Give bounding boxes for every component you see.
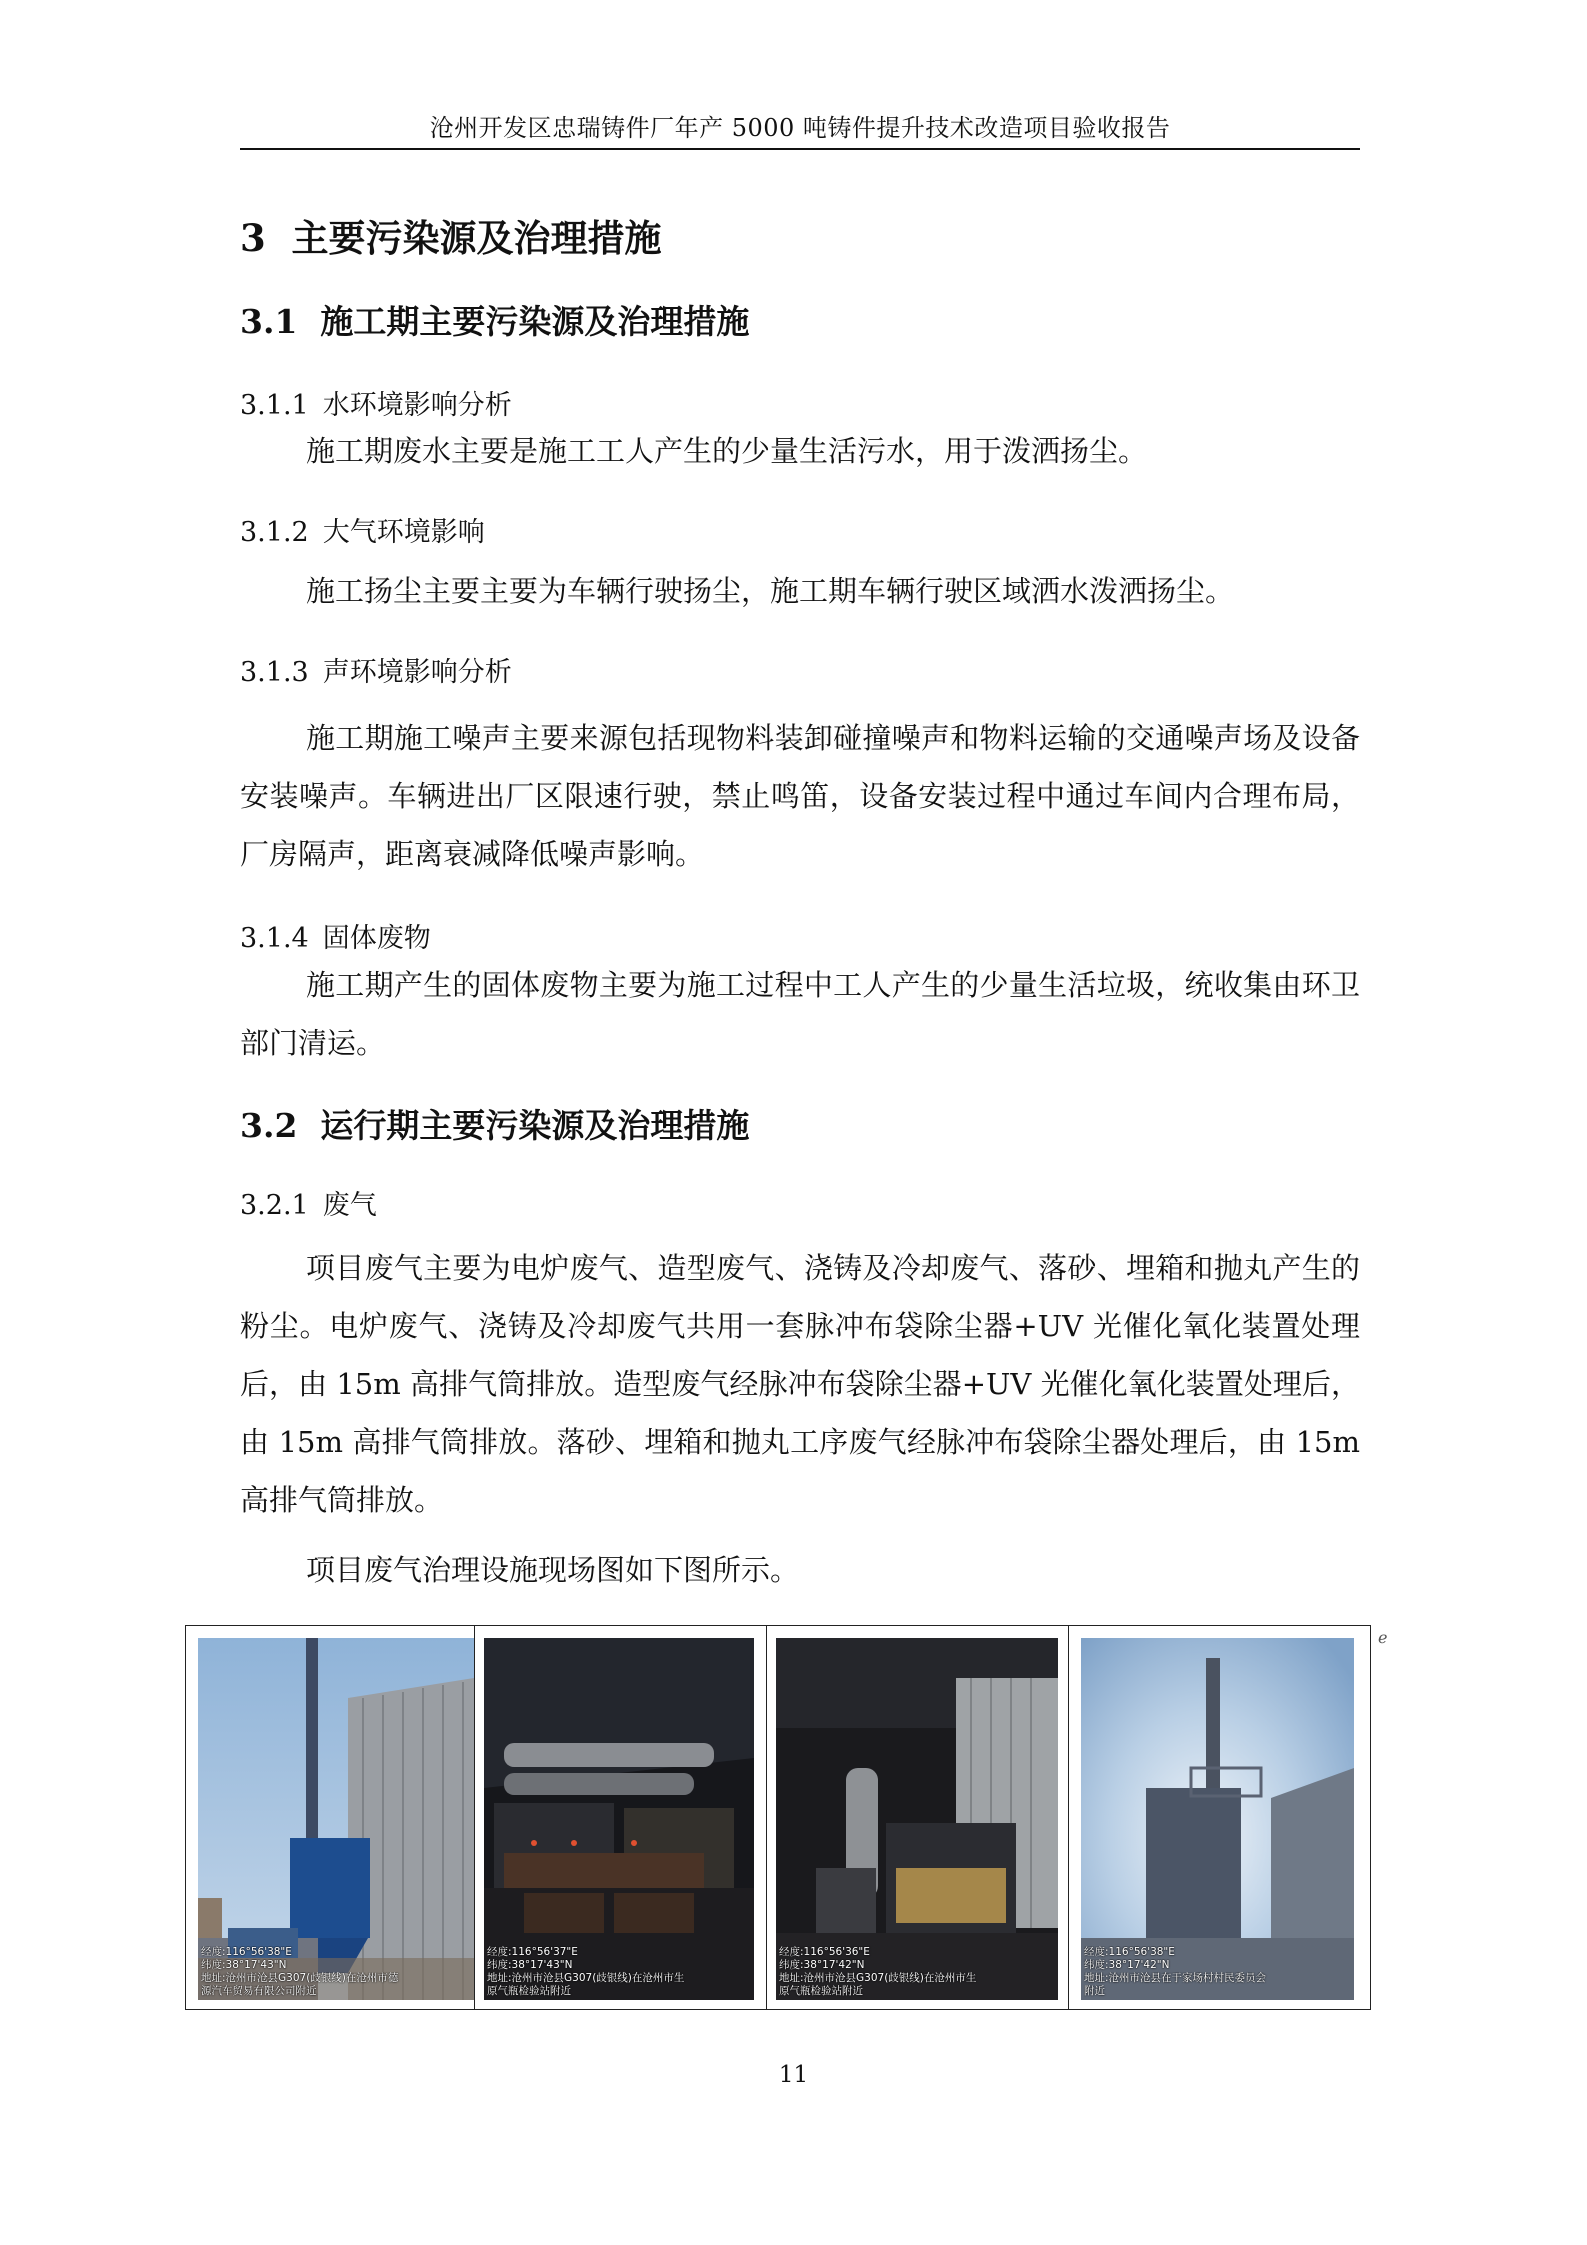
photo-dust-collector-outdoor: [198, 1638, 474, 2000]
section-3-2-heading: 3.2 运行期主要污染源及治理措施: [240, 1106, 750, 1145]
subsection-3-1-1-heading: 3.1.1 水环境影响分析: [240, 390, 512, 421]
header-rule: [240, 148, 1360, 150]
photo-geo-stamp: 经度:116°56'38"E 纬度:38°17'43"N 地址:沧州市沧县G307(歧银线)在沧州市德 源汽车贸易有限公司附近: [201, 1946, 399, 1997]
photo-indoor-filter-unit: [776, 1638, 1058, 2000]
subsection-3-1-3-heading: 3.1.3 声环境影响分析: [240, 657, 512, 688]
page-number: 11: [778, 2062, 809, 2088]
subsection-3-2-1-text: 项目废气主要为电炉废气、造型废气、浇铸及冷却废气、落砂、埋箱和抛丸产生的粉尘。电炉废气、浇铸及冷却废气共用一套脉冲布袋除尘器+UV 光催化氧化装置处理后，由 15m 高排气筒排放。造型废气经脉冲布袋除尘器+UV 光催化氧化装置处理后，由 15m 高排气筒排放。落砂、埋箱和抛丸工序废气经脉冲布袋除尘器处理后，由 15m 高排气筒排放。: [240, 1251, 1360, 1517]
subsection-3-1-4-heading: 3.1.4 固体废物: [240, 923, 431, 954]
paragraph-mark: ℯ: [1378, 1628, 1388, 1647]
subsection-3-2-1-heading: 3.2.1 废气: [240, 1190, 377, 1221]
subsection-3-1-1-text: 施工期废水主要是施工工人产生的少量生活污水，用于泼洒扬尘。: [306, 434, 1148, 468]
figure-divider: [1068, 1626, 1069, 2009]
figure-divider: [766, 1626, 767, 2009]
chapter-number: 3: [240, 216, 266, 260]
photo-exhaust-stack: [1081, 1638, 1354, 2000]
figure-divider: [474, 1626, 475, 2009]
chapter-title: 主要污染源及治理措施: [291, 216, 662, 260]
subsection-3-1-4-text: 施工期产生的固体废物主要为施工过程中工人产生的少量生活垃圾，统收集由环卫部门清运。: [240, 968, 1360, 1060]
site-photos-figure: [185, 1625, 1371, 2010]
photo-geo-stamp: 经度:116°56'38"E 纬度:38°17'42"N 地址:沧州市沧县在于家场村村民委员会 附近: [1084, 1946, 1267, 1997]
photo-geo-stamp: 经度:116°56'36"E 纬度:38°17'42"N 地址:沧州市沧县G307(歧银线)在沧州市生 原气瓶检验站附近: [779, 1946, 977, 1997]
running-header: 沧州开发区忠瑞铸件厂年产 5000 吨铸件提升技术改造项目验收报告: [429, 114, 1171, 142]
figure-intro-text: 项目废气治理设施现场图如下图所示。: [306, 1553, 800, 1587]
photo-indoor-ducts: [484, 1638, 754, 2000]
section-3-1-heading: 3.1 施工期主要污染源及治理措施: [240, 302, 750, 341]
chapter-heading: [240, 208, 662, 262]
photo-geo-stamp: 经度:116°56'37"E 纬度:38°17'43"N 地址:沧州市沧县G307(歧银线)在沧州市生 原气瓶检验站附近: [487, 1946, 685, 1997]
subsection-3-1-2-text: 施工扬尘主要主要为车辆行驶扬尘，施工期车辆行驶区域洒水泼洒扬尘。: [306, 574, 1235, 608]
subsection-3-1-2-heading: 3.1.2 大气环境影响: [240, 517, 485, 548]
subsection-3-1-3-text: 施工期施工噪声主要来源包括现物料装卸碰撞噪声和物料运输的交通噪声场及设备安装噪声。车辆进出厂区限速行驶，禁止鸣笛，设备安装过程中通过车间内合理布局，厂房隔声，距离衰减降低噪声影响。: [240, 721, 1360, 871]
